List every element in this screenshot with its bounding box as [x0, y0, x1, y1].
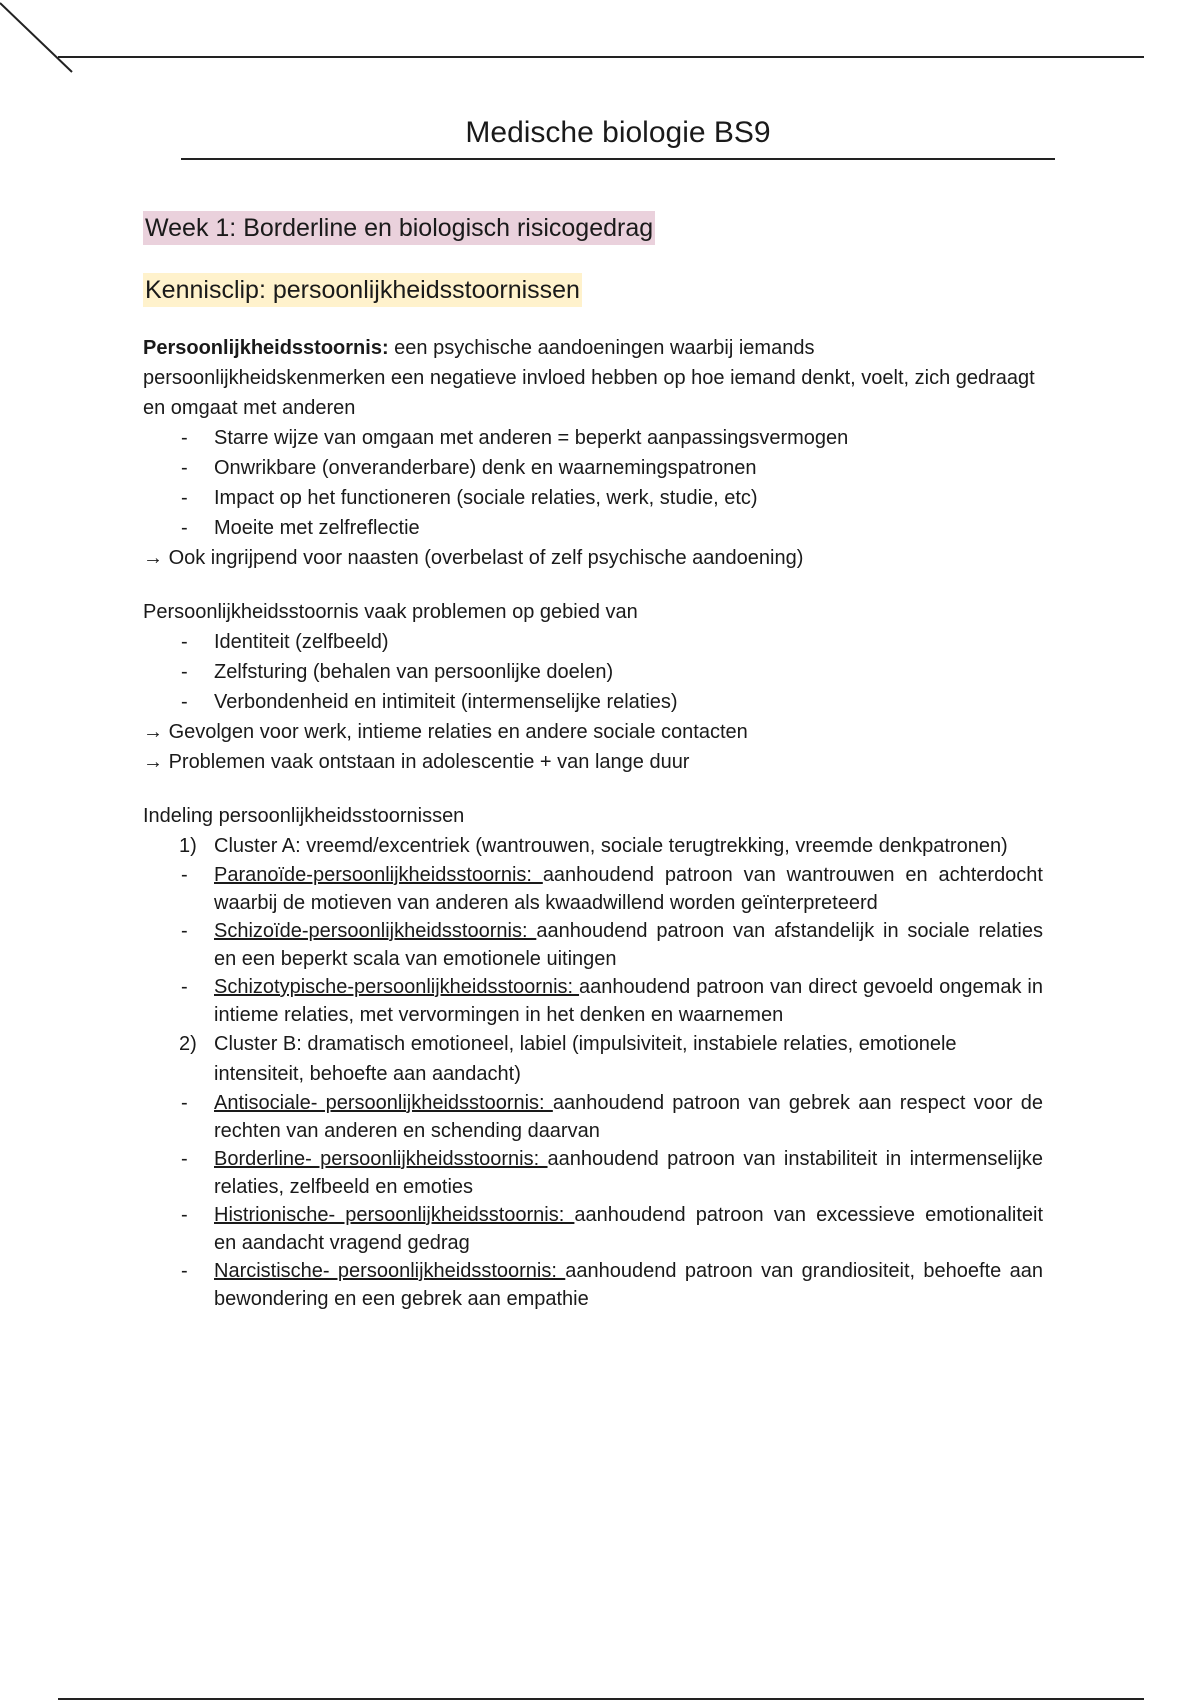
- definition-paragraph: [143, 333, 1043, 423]
- problems-bullets: [143, 627, 1043, 717]
- arrow-icon: →: [143, 751, 163, 773]
- problems-intro: Persoonlijkheidsstoornis vaak problemen op gebied van: [143, 601, 638, 623]
- page-title: Medische biologie BS9: [181, 112, 1055, 160]
- list-item: - Verbondenheid en intimiteit (intermenselijke relaties): [181, 691, 678, 713]
- arrow-note: → Problemen vaak ontstaan in adolescentie + van lange duur: [143, 751, 690, 773]
- list-item: - Identiteit (zelfbeeld): [181, 631, 389, 653]
- list-item: - Paranoïde-persoonlijkheidsstoornis: aanhoudend patroon van wantrouwen en achterdocht waarbij de motieven van anderen als kwaadwillend worden geïnterpreteerd: [181, 864, 1043, 914]
- list-item: - Histrionische- persoonlijkheidsstoornis: aanhoudend patroon van excessieve emotionaliteit en aandacht vragend gedrag: [181, 1204, 1043, 1254]
- list-item: - Schizoïde-persoonlijkheidsstoornis: aanhoudend patroon van afstandelijk in sociale relaties en een beperkt scala van emotionele uitingen: [181, 920, 1043, 970]
- cluster-a: 1) Cluster A: vreemd/excentriek (wantrouwen, sociale terugtrekking, vreemde denkpatronen): [179, 835, 1008, 857]
- cluster-b: 2) Cluster B: dramatisch emotioneel, labiel (impulsiviteit, instabiele relaties, emotionele intensiteit, behoefte aan aandacht): [179, 1033, 957, 1085]
- list-item: - Moeite met zelfreflectie: [181, 517, 420, 539]
- arrow-icon: →: [143, 721, 163, 743]
- list-item: - Schizotypische-persoonlijkheidsstoornis: aanhoudend patroon van direct gevoeld ongemak in intieme relaties, met vervormingen in het denken en waarnemen: [181, 976, 1043, 1026]
- list-item: - Borderline- persoonlijkheidsstoornis: aanhoudend patroon van instabiliteit in intermenselijke relaties, zelfbeeld en emoties: [181, 1148, 1043, 1198]
- classification-intro: Indeling persoonlijkheidsstoornissen: [143, 805, 465, 827]
- definition-text: een psychische aandoeningen waarbij iemands persoonlijkheidskenmerken een negatieve invloed hebben op hoe iemand denkt, voelt, zich gedraagt en omgaat met anderen: [143, 337, 1035, 419]
- list-item: - Impact op het functioneren (sociale relaties, werk, studie, etc): [181, 487, 758, 509]
- definition-bullets: [143, 423, 1043, 543]
- corner-diagonal-line: [0, 0, 80, 80]
- arrow-note: → Ook ingrijpend voor naasten (overbelast of zelf psychische aandoening): [143, 547, 804, 569]
- list-item: - Narcistische- persoonlijkheidsstoornis: aanhoudend patroon van grandiositeit, behoefte aan bewondering en een gebrek aan empathie: [181, 1260, 1043, 1310]
- week-heading: Week 1: Borderline en biologisch risicogedrag: [143, 211, 655, 245]
- list-item: - Zelfsturing (behalen van persoonlijke doelen): [181, 661, 614, 683]
- arrow-icon: →: [143, 547, 163, 569]
- document-page: [143, 112, 1043, 1313]
- list-item: - Antisociale- persoonlijkheidsstoornis: aanhoudend patroon van gebrek aan respect voor de rechten van anderen en schending daarvan: [181, 1092, 1043, 1142]
- list-item: - Starre wijze van omgaan met anderen = beperkt aanpassingsvermogen: [181, 427, 849, 449]
- list-item: - Onwrikbare (onveranderbare) denk en waarnemingspatronen: [181, 457, 757, 479]
- header-rule: [58, 56, 1144, 58]
- classification-list: [143, 831, 1043, 1313]
- definition-term: Persoonlijkheidsstoornis:: [143, 337, 389, 359]
- clip-heading: Kennisclip: persoonlijkheidsstoornissen: [143, 273, 582, 307]
- arrow-note: → Gevolgen voor werk, intieme relaties en andere sociale contacten: [143, 721, 748, 743]
